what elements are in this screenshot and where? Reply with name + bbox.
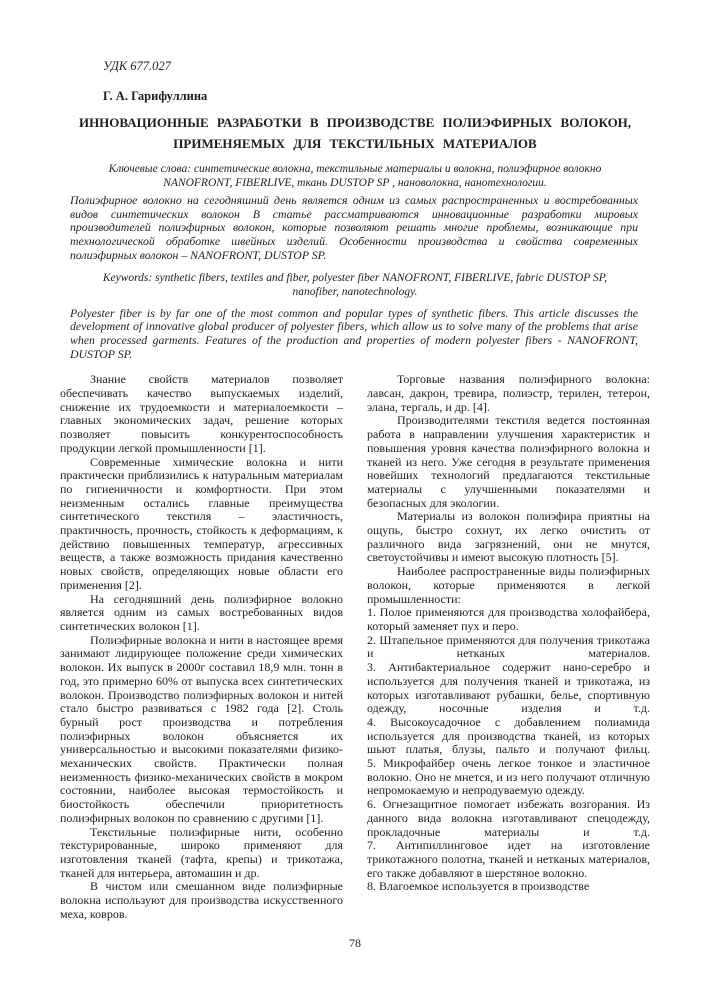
udk-number: УДК 677.027: [103, 59, 171, 73]
list-item-1: 1. Полое применяются для производства холофайбера, который заменяет пух и перо.: [367, 605, 650, 633]
author-name: Г. А. Гарифуллина: [103, 89, 208, 103]
article-title-line-2: ПРИМЕНЯЕМЫХ ДЛЯ ТЕКСТИЛЬНЫХ МАТЕРИАЛОВ: [173, 136, 537, 151]
body-paragraph: Текстильные полиэфирные нити, особенно текстурированные, широко применяют для изготовления тканей (тафта, крепы) и трикотажа, тканей для интерьера, автомашин и др.: [60, 824, 343, 880]
right-column: [367, 373, 650, 921]
abstract-english: Polyester fiber is by far one of the most common and popular types of synthetic fibers. This article discusses the development of innovative global producer of polyester fibers, which allow us to solve many of the problems that arise when processed garments. Features of the production and properties of modern polyester fibers - NANOFRONT, DUSTOP SP.: [70, 305, 638, 361]
body-paragraph: Производителями текстиля ведется постоянная работа в направлении улучшения характеристик и повышения уровня качества полиэфирного волокна и тканей из него. Уже сегодня в результате применения новейших технологий предлагаются текстильные материалы с улучшенными показателями и безопасных для экологии.: [367, 413, 650, 510]
list-item-2: 2. Штапельное применяются для получения трикотажа и нетканых материалов.: [367, 632, 650, 661]
keywords-russian: Ключевые слова: синтетические волокна, текстильные материалы и волокна, полиэфирное волокно NANOFRONT, FIBERLIVE, ткань DUSTOP SP , нановолокна, нанотехнологии.: [108, 163, 602, 189]
list-item-5: 5. Микрофайбер очень легкое тонкое и эластичное волокно. Оно не мнется, и из него получают отличную непромокаемую и непродуваемую одежду.: [367, 756, 650, 798]
list-item-8: 8. Влагоемкое используется в производстве: [367, 879, 590, 894]
article-title: [60, 112, 650, 154]
two-column-body: [60, 373, 650, 921]
list-item-6: 6. Огнезащитное помогает избежать возгорания. Из данного вида волокна изготавливают спецодежду, прокладочные материалы и т.д.: [367, 797, 650, 839]
body-paragraph: Наиболее распространенные виды полиэфирных волокон, которые применяются в легкой промышленности:: [367, 564, 650, 606]
body-paragraph: Торговые названия полиэфирного волокна: лавсан, дакрон, тревира, полиэстр, терилен, тетерон, элана, тергаль, и др. [4].: [367, 372, 650, 414]
keywords-english: Keywords: synthetic fibers, textiles and fiber, polyester fiber NANOFRONT, FIBERLIVE, fabric DUSTOP SP, nanofiber, nanotechnology.: [102, 271, 608, 298]
body-paragraph: Знание свойств материалов позволяет обеспечивать качество выпускаемых изделий, снижение их трудоемкости и материалоемкости – главных экономических задач, решение которых позволяет повысить конкурентоспособность продукции легкой промышленности [1].: [60, 372, 343, 455]
list-item-4: 4. Высокоусадочное с добавлением полиамида используется для производства тканей, из которых шьют платья, блузы, пальто и получают фильц.: [367, 714, 650, 757]
page-number: 78: [349, 936, 361, 950]
article-title-line-1: ИННОВАЦИОННЫЕ РАЗРАБОТКИ В ПРОИЗВОДСТВЕ ПОЛИЭФИРНЫХ ВОЛОКОН,: [78, 115, 632, 130]
body-paragraph: Современные химические волокна и нити практически приблизились к натуральным материалам по гигиеничности и комфортности. При этом неизменным остались главные преимущества синтетического текстиля – эластичность, практичность, прочность, стойкость к деформациям, к действию повышенных температур, агрессивных веществ, а также возможность придания качественно новых свойств, определяющих новые области его применения [2].: [60, 454, 343, 592]
left-column: [60, 373, 343, 921]
abstract-russian: Полиэфирное волокно на сегодняшний день является одним из самых распространенных и востребованных видов синтетических волокон В статье рассматриваются инновационные разработки мировых производителей полиэфирных волокон, которые позволяют решать многие проблемы, возникающие при технологической обработке швейных изделий. Особенности производства и свойства современных полиэфирных волокон – NANOFRONT, DUSTOP SP.: [70, 193, 638, 262]
body-paragraph: На сегодняшний день полиэфирное волокно является одним из самых востребованных видов синтетических волокон [1].: [60, 591, 343, 633]
body-paragraph: Полиэфирные волокна и нити в настоящее время занимают лидирующее положение среди химических волокон. Их выпуск в 2000г составил 18,9 млн. тонн в год, это примерно 60% от выпуска всех синтетических волокон. Производство полиэфирных волокон и нитей стало быстро развиваться с 1982 года [2]. Столь бурный рост производства и потребления полиэфирных волокон объясняется их универсальностью и высокими показателями физико-механических свойств. Практически полная неизменность физико-механических свойств в мокром состоянии, наиболее высокая термостойкость и биостойкость обеспечили приоритетность полиэфирных волокон по сравнению с другими [1].: [60, 632, 343, 825]
list-item-7: 7. Антипиллинговое идет на изготовление трикотажного полотна, тканей и нетканых материалов, его также добавляют в шерстяное волокно.: [367, 838, 650, 880]
list-item-3: 3. Антибактериальное содержит нано-серебро и используется для получения тканей и трикотажа, из которых изготавливают рубашки, белье, спортивную одежду, носочные изделия и т.д.: [367, 660, 650, 716]
body-paragraph: В чистом или смешанном виде полиэфирные волокна используют для производства искусственного меха, ковров.: [60, 879, 343, 921]
body-paragraph: Материалы из волокон полиэфира приятны на ощупь, быстро сохнут, их легко очистить от различного вида загрязнений, они не мнутся, светоустойчивы и имеют высокую плотность [5].: [367, 509, 650, 565]
